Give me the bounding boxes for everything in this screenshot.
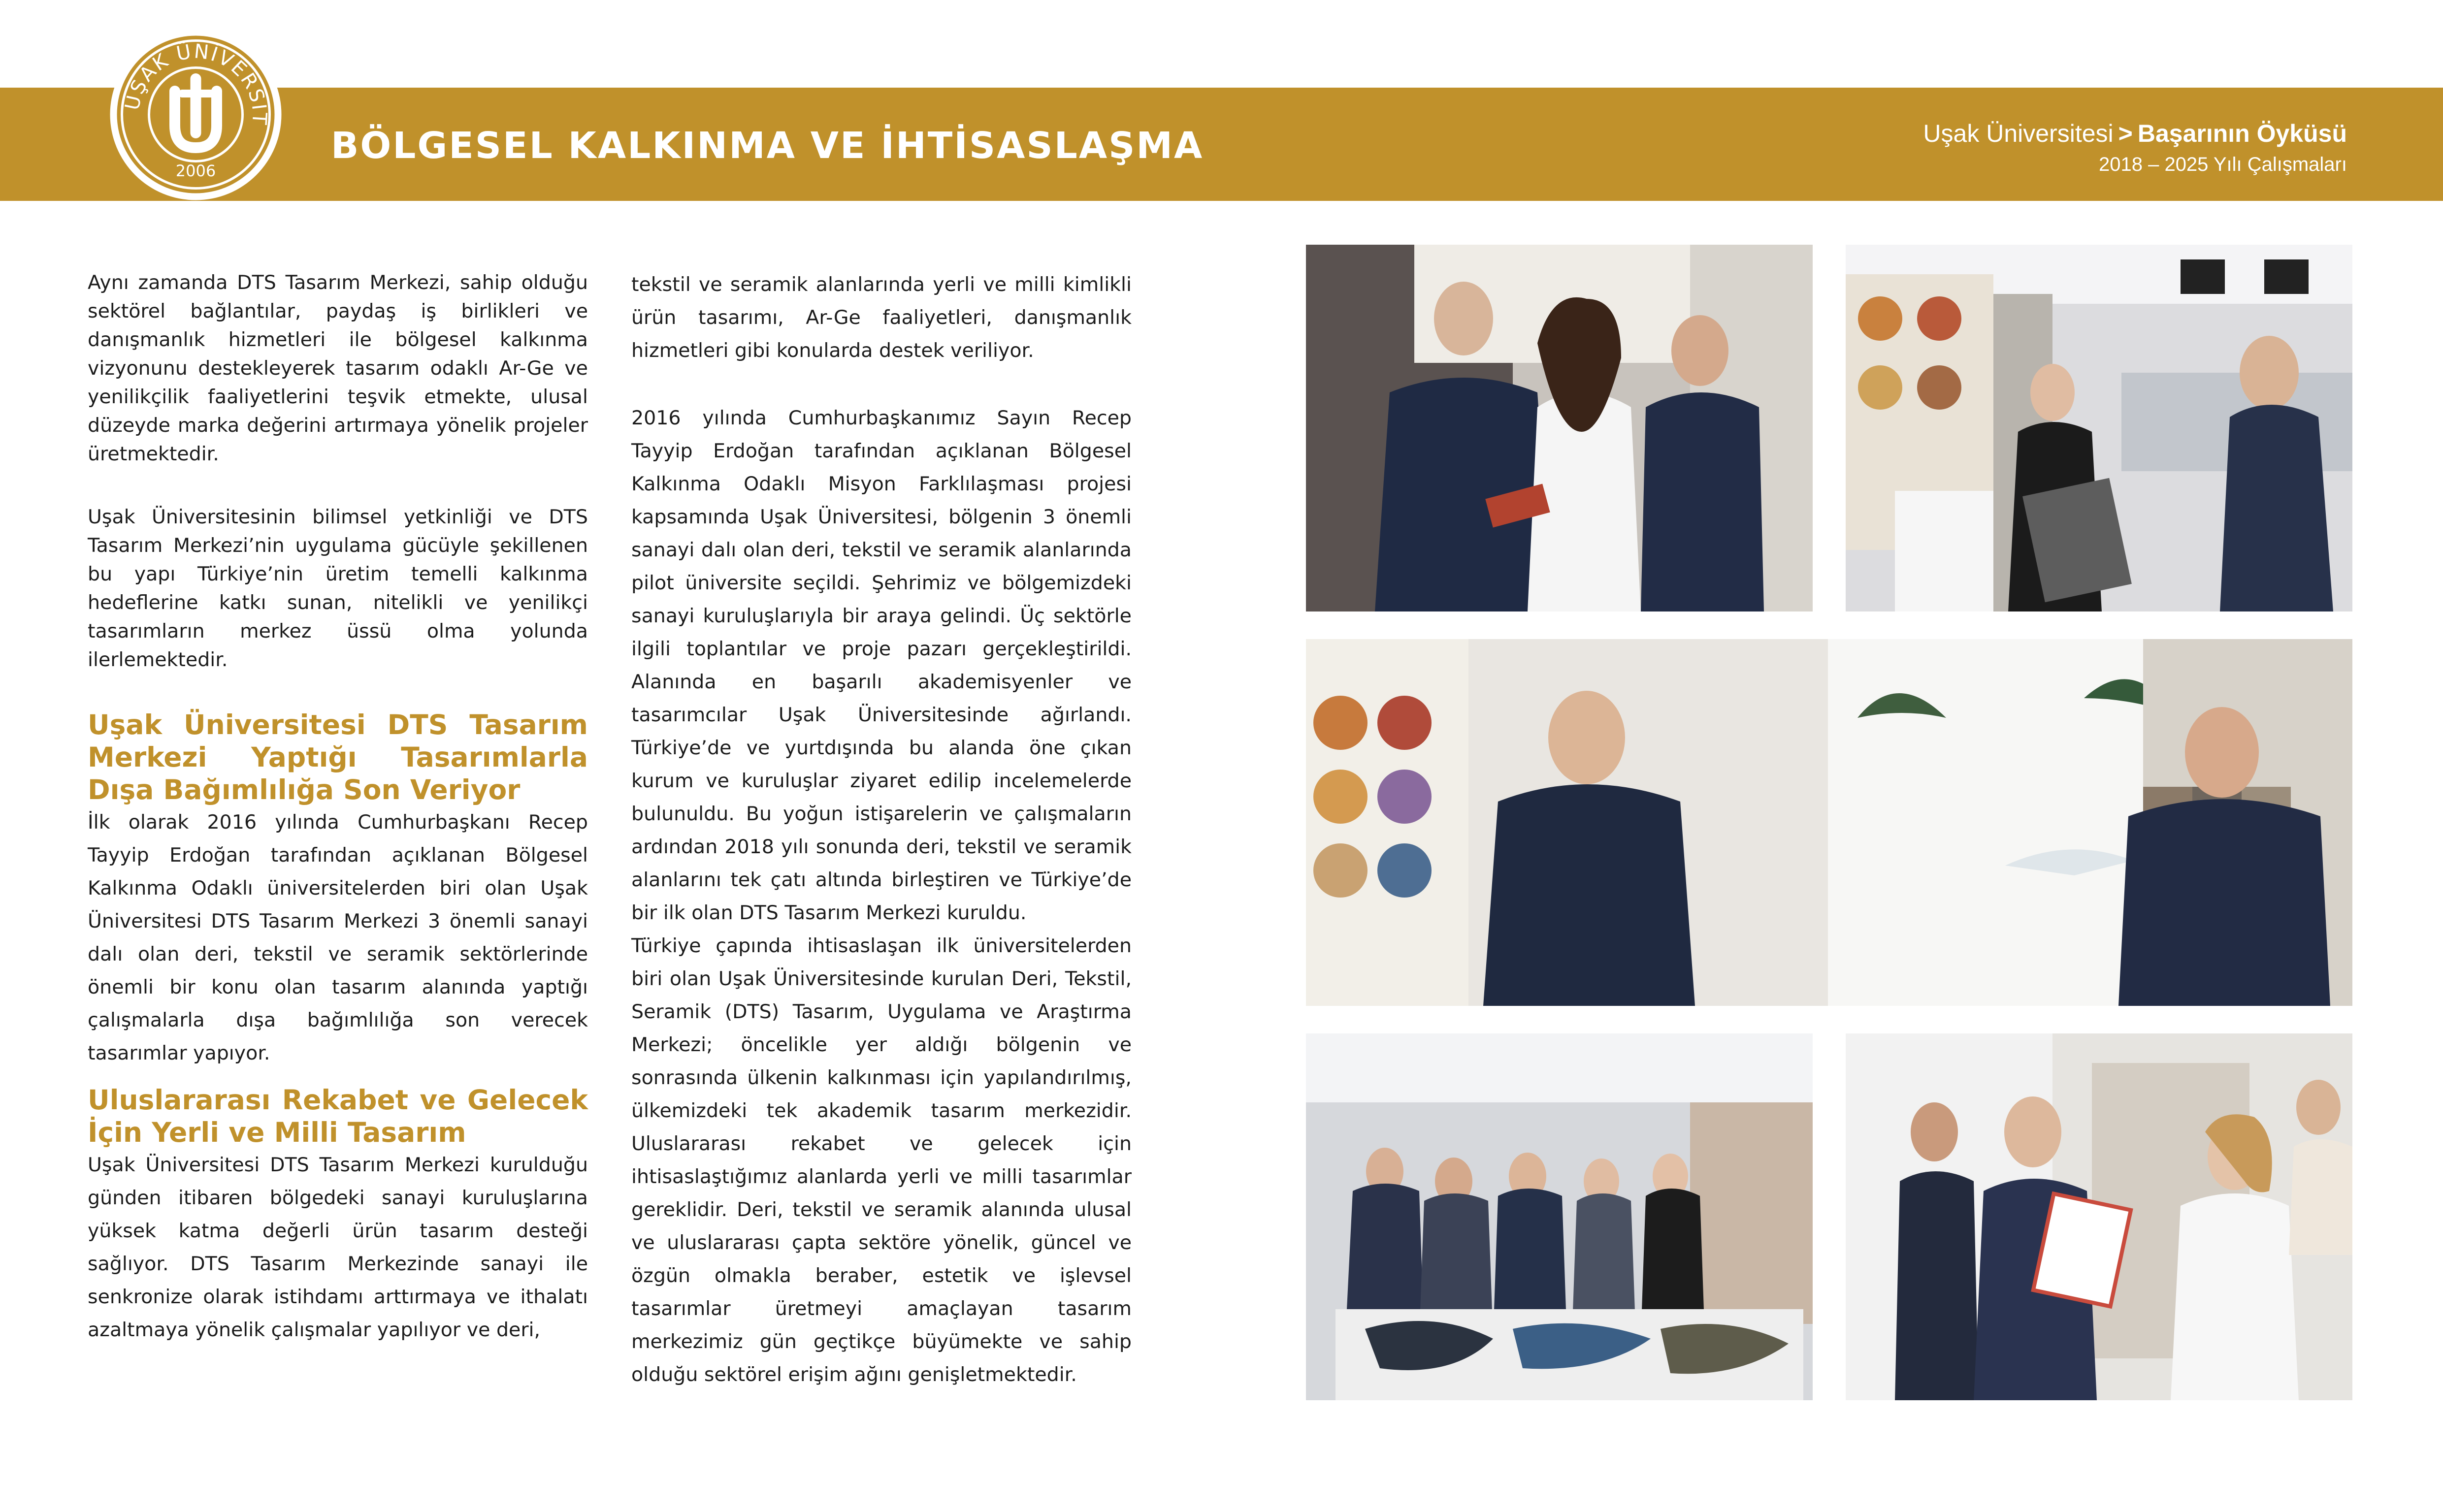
photo-officials-examining-leather-sample (1306, 245, 1813, 611)
paragraph: Uşak Üniversitesi DTS Tasarım Merkezi kurulduğu günden itibaren bölgedeki sanayi kuruluşlarına yüksek katma değerli ürün tasarım desteği sağlıyor. DTS Tasarım Merkezinde sanayi ile senkronize olarak istihdamı arttırmaya ve ithalatı azaltmaya yönelik çalışmalar yapılıyor ve deri, (88, 1154, 588, 1341)
photo-delegation-touring-textile-workshop (1306, 1033, 1813, 1400)
paragraph: Uşak Üniversitesinin bilimsel yetkinliği ve DTS Tasarım Merkezi’nin uygulama gücüyle şekillenen bu yapı Türkiye’nin üretim temelli kalkınma hedeflerine katkı sunan, nitelikli ve yenilikçi tasarımların merkez üssü olma yolunda ilerlemektedir. (88, 506, 588, 671)
logo-ring-text: UŞAK ÜNİVERSİT (121, 40, 271, 127)
paragraph: tekstil ve seramik alanlarında yerli ve milli kimlikli ürün tasarımı, Ar-Ge faaliyetleri, danışmanlık hizmetleri gibi konularda destek veriliyor. (631, 273, 1132, 362)
section-heading: Uluslararası Rekabet ve Gelecek İçin Yerli ve Milli Tasarım (88, 1084, 588, 1148)
logo-year: 2006 (175, 161, 216, 180)
section-title: BÖLGESEL KALKINMA VE İHTİSASLAŞMA (331, 125, 1204, 167)
series-header (1923, 120, 2347, 177)
paragraph: Aynı zamanda DTS Tasarım Merkezi, sahip olduğu sektörel bağlantılar, paydaş iş birlikleri ve danışmanlık hizmetleri ile bölgesel kalkınma vizyonunu destekleyerek tasarım odaklı Ar-Ge ve yenilikçilik faaliyetlerini teşvik etmekte, ulusal düzeyde marka değerini artırmaya yönelik projeler üretmektedir. (88, 271, 588, 465)
photo-icon (1306, 1033, 1813, 1400)
section-heading: Uşak Üniversitesi DTS Tasarım Merkezi Yaptığı Tasarımlarla Dışa Bağımlılığa Son Veriyor (88, 709, 588, 805)
paragraph: Türkiye çapında ihtisaslaşan ilk üniversitelerden biri olan Uşak Üniversitesinde kurulan Deri, Tekstil, Seramik (DTS) Tasarım, Uygulama ve Araştırma Merkezi; öncelikle yer aldığı bölgenin ve sonrasında ülkenin kalkınması için yapılandırılmış, ülkemizdeki tek akademik tasarım merkezidir. Uluslararası rekabet ve gelecek için ihtisaslaştığımız alanlarda yerli ve milli tasarımlar gereklidir. Deri, tekstil ve seramik alanında ulusal ve uluslararası çapta sektöre yönelik, güncel ve özgün olmakla beraber, estetik ve işlevsel tasarımlar üretmeyi amaçlayan tasarım merkezimiz gün geçtikçe büyümekte ve sahip olduğu sektörel erişim ağını genişletmektedir. (631, 934, 1132, 1386)
photo-icon (1306, 245, 1813, 611)
photo-icon (1846, 1033, 2352, 1400)
photo-icon (1846, 245, 2352, 611)
photo-designer-presenting-ceramic-patterns (1846, 245, 2352, 611)
series-separator: > (2118, 120, 2133, 147)
photo-designer-showing-certificate (1846, 1033, 2352, 1400)
photo-officials-by-crane-wall-panel (1306, 639, 2352, 1006)
series-university: Uşak Üniversitesi (1923, 120, 2114, 147)
text-column-1 (88, 268, 588, 1347)
university-logo (108, 27, 283, 202)
photo-icon (1306, 639, 2352, 1006)
paragraph: 2016 yılında Cumhurbaşkanımız Sayın Recep Tayyip Erdoğan tarafından açıklanan Bölgesel Kalkınma Odaklı Misyon Farklılaşması projesi kapsamında Uşak Üniversitesi, bölgenin 3 önemli sanayi dalı olan deri, tekstil ve seramik alanlarında pilot üniversite seçildi. Şehrimiz ve bölgemizdeki sanayi kuruluşlarıyla bir araya gelindi. Üç sektörle ilgili toplantılar ve proje pazarı gerçekleştirildi. Alanında en başarılı akademisyenler ve tasarımcılar Uşak Üniversitesinde ağırlandı. Türkiye’de ve yurtdışında bu alanda öne çıkan kurum ve kuruluşlar ziyaret edilip incelemelerde bulunuldu. Bu yoğun istişarelerin ve çalışmaların ardından 2018 yılı sonunda deri, tekstil ve seramik alanlarını tek çatı altında birleştiren ve Türkiye’de bir ilk olan DTS Tasarım Merkezi kuruldu. (631, 407, 1132, 924)
paragraph: İlk olarak 2016 yılında Cumhurbaşkanı Recep Tayyip Erdoğan tarafından açıklanan Bölgesel Kalkınma Odaklı üniversitelerden biri olan Uşak Üniversitesi DTS Tasarım Merkezi 3 önemli sanayi dalı olan deri, tekstil ve seramik sektörlerinde önemli bir konu olan tasarım alanında yaptığı çalışmalarla dışa bağımlılığa son verecek tasarımlar yapıyor. (88, 811, 588, 1064)
series-subtitle: 2018 – 2025 Yılı Çalışmaları (2098, 154, 2347, 175)
series-title: Başarının Öyküsü (2137, 120, 2347, 147)
text-column-2 (631, 268, 1132, 1391)
university-seal-icon (108, 27, 283, 202)
